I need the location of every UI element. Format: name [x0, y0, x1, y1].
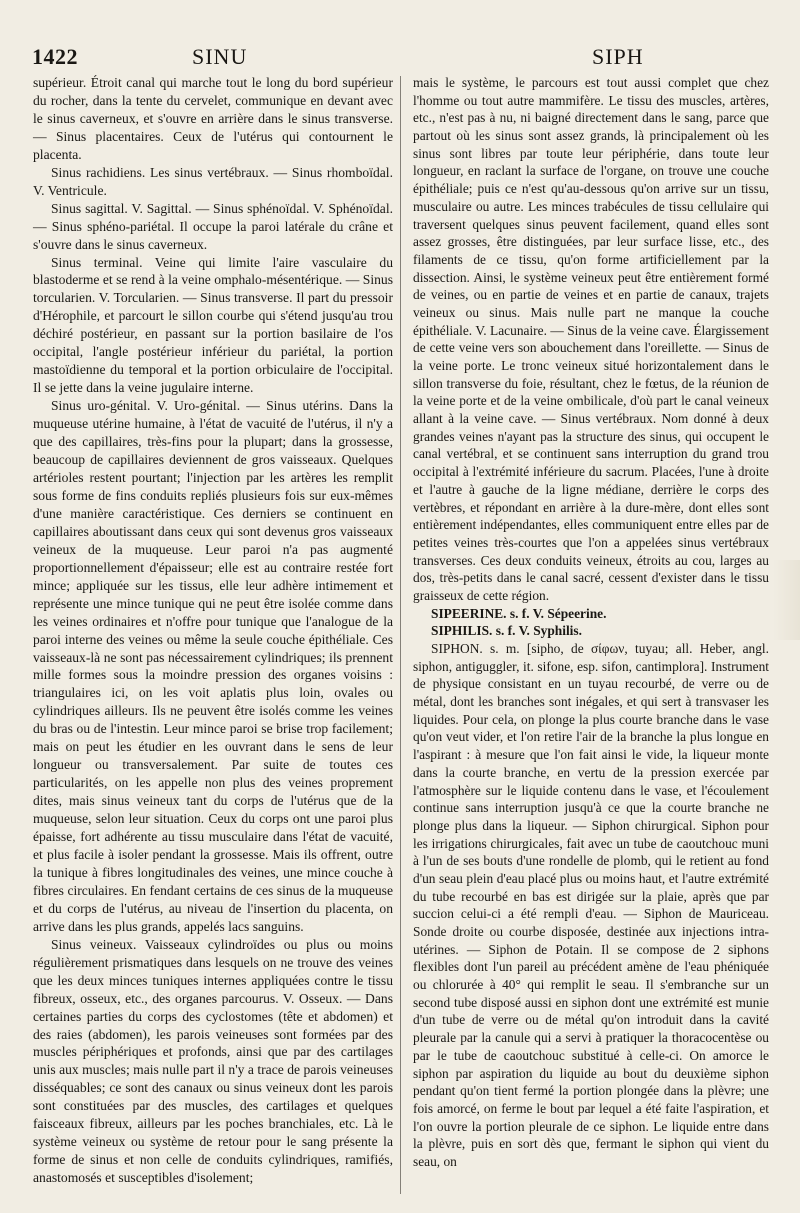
column-divider — [400, 76, 401, 1194]
running-head-right: SIPH — [592, 44, 644, 69]
right-paragraph-1: mais le système, le parcours est tout aussi complet que chez l'homme ou tout autre mammifère. Le tissu des muscles, artères, etc., n'est pas à nu, ni baigné directement dans le sang, parce que partout où les sinus sont assez grands, là principalement où les sinus sont libres par toute leur périphérie, dans toute leur longueur, en raclant la surface de l'organe, on trouve une couche épithéliale; puis ce n'est qu'au-dessous qu'on arrive sur un tissu, musculaire ou autre. Les minces trabécules de tissu cellulaire qui traversent quelques sinus peuvent facilement, quand elles sont assez grosses, être distinguées, par leur surface lisse, etc., des filaments de ce tissu, qu'on forme artificiellement par la dissection. Ainsi, le système veineux peut être entièrement formé de veines, ou en partie de veines et en partie de canaux, trajets veineux ou sinus. Mais nulle part ne manque la couche épithéliale. V. Lacunaire. — Sinus de la veine cave. Élargissement de cette veine vers son abouchement dans l'oreillette. — Sinus de la veine porte. Le tronc veineux situé horizontalement dans le sillon transverse du foie, résultant, chez le fœtus, de la réunion de la veine porte et de la veine ombilicale, d'où part le canal veineux allant à la veine cave. — Sinus vertébraux. Nom donné à deux grandes veines n'ayant pas la structure des sinus, qui occupent le canal vertébral, et se continuent sans interruption du grand trou occipital à l'extrémité inférieure du sacrum. Placées, l'une à droite et l'autre à gauche de la ligne médiane, derrière le corps des vertèbres, et répondant en arrière à la dure-mère, dont elles sont entièrement indépendantes, elles communiquent entre elles par de petites veines très-courtes que l'on a appelées sinus vertébraux transverses. Ces deux conduits veineux, étroits au cou, larges au dos, très-petits dans le canal sacré, cessent d'exister dans le tissu graisseux de cette région. — [413, 75, 769, 603]
running-head-left: SINU — [192, 44, 248, 69]
left-paragraph-6: Sinus veineux. Vaisseaux cylindroïdes ou plus ou moins régulièrement prismatiques dans lesquels on ne trouve des veines que les deux minces tuniques internes appliquées contre le tissu fibreux, osseux, etc., des organes parcourus. V. Osseux. — Dans certaines parties du corps des cyclostomes (tête et abdomen) et des raies (abdomen), les parois veineuses sont formées par des muscles périphériques et profonds, ainsi que par des cartilages unis aux muscles; mais nulle part il n'y a trace de parois veineuses disséquables; ce sont des canaux ou sinus veineux dont les parois sont constituées par des muscles, des cartilages et quelques faisceaux fibreux, ailleurs par les poches branchiales, etc. Là le système veineux ou système de retour pour le sang présente la forme de sinus et non celle de conduits cylindriques, ramifiés, anastomosés et susceptibles d'isolement; — [33, 936, 393, 1186]
right-column — [413, 74, 769, 1171]
entry-siphon: SIPHON. s. m. [sipho, de σίφων, tuyau; all. Heber, angl. siphon, antiguggler, it. sifone, esp. sifon, cantimplora]. Instrument de physique consistant en un tuyau recourbé, de verre ou de métal, dont les branches sont inégales, et qui sert à transvaser les liquides. Pour cela, on plonge la plus courte branche dans le vase qu'on veut vider, et l'on retire l'air de la branche la plus longue en l'aspirant : à mesure que l'on fait ainsi le vide, la liqueur monte dans la courte branche, en vertu de la pression exercée par l'atmosphère sur le liquide contenu dans le vase, et l'écoulement continue sans interruption jusqu'à ce que la courte branche ne plonge plus dans la liqueur. — Siphon chirurgical. Siphon pour les irrigations chirurgicales, fait avec un tube de caoutchouc muni à l'un de ses bouts d'une rondelle de plomb, qui le retient au fond d'un seau plein d'eau placé plus ou moins haut, et l'autre extrémité du tube recourbé en bas est dirigée sur la plaie, après que par succion celui-ci a été rempli d'eau. — Siphon de Mauriceau. Sonde droite ou courbe disposée, destinée aux injections intra-utérines. — Siphon de Potain. Il se compose de 2 siphons flexibles dont l'un pareil au précédent amène de l'eau phéniquée ou chlorurée à 40° qui remplit le seau. Il s'embranche sur un second tube disposé aussi en siphon dont une extrémité est munie d'un tube de verre ou de métal qu'on introduit dans la cavité pleurale par la canule qui a servi à pratiquer la thoracocentèse ou par le tube de caoutchouc substitué à celle-ci. On amorce le siphon par aspiration du liquide au bout du deuxième siphon pendant qu'on tient fermé la portion plongée dans la plèvre; une fois amorcé, on ferme le bout par lequel a été faite l'aspiration, et l'on ouvre la portion pleurale de ce siphon. Le liquide entre dans la plèvre, puis en sort dès que, fermant le siphon qui vient du seau, on — [413, 641, 769, 1169]
page-edge-shadow — [773, 560, 800, 640]
left-column — [33, 74, 393, 1187]
left-paragraph-1: supérieur. Étroit canal qui marche tout le long du bord supérieur du rocher, dans la tente du cervelet, communique en devant avec le sinus caverneux, et s'ouvre en arrière dans le sinus transverse. — Sinus placentaires. Ceux de l'utérus qui contournent le placenta. — [33, 75, 393, 162]
left-paragraph-3: Sinus sagittal. V. Sagittal. — Sinus sphénoïdal. V. Sphénoïdal. — Sinus sphéno-pariétal. Il occupe la paroi latérale du crâne et s'ouvre dans le sinus caverneux. — [33, 200, 393, 252]
left-paragraph-5: Sinus uro-génital. V. Uro-génital. — Sinus utérins. Dans la muqueuse utérine humaine, à l'état de vacuité de l'utérus, il n'y a que des capillaires, très-fins pour la plupart; dans la grossesse, beaucoup de capillaires deviennent de gros vaisseaux. Quelques artérioles restent pourtant; l'injection par les artères les remplit sous forme de fins conduits repliés plusieurs fois sur eux-mêmes d'une manière caractéristique. Ces derniers se continuent en capillaires aboutissant dans ceux qui sont devenus gros vaisseaux veineux de la muqueuse. Leur paroi n'a pas augmenté proportionnellement d'épaisseur; elle est au contraire restée fort mince; appliquée sur les tissus, elle leur adhère intimement et représente une mince tunique qui ne peut être isolée comme dans les veines ordinaires et n'offre pour tunique que l'analogue de la paroi interne des veines ou même la seule couche épithéliale. Ces vaisseaux-là ne sont pas nécessairement cylindriques; ils prennent mille formes sous la moindre pression des organes voisins : triangulaires ici, on les voit aplatis plus loin, ovales ou cylindriques ailleurs. Ils ne peuvent être isolés comme les veines du bras ou de l'intestin. Leur mince paroi se brise trop facilement; mais on peut les étudier en les ouvrant dans le sens de leur longueur ou transversalement. Par suite de toutes ces particularités, on les appelle non plus des veines proprement dites, mais sinus veineux tant du corps de l'utérus que de la muqueuse, selon leur situation. Ceux du corps ont une paroi plus épaisse, fort adhérente au tissu musculaire dans l'état de vacuité, et plus facile à isoler pendant la grossesse. Mais ils offrent, outre la tunique à fibres longitudinales des veines, une mince couche à fibres circulaires. En fendant certains de ces sinus de la muqueuse et du corps de l'utérus, au niveau de l'insertion du placenta, on arrive dans les plus grands, appelés lacs sanguins. — [33, 398, 393, 934]
left-paragraph-4: Sinus terminal. Veine qui limite l'aire vasculaire du blastoderme et se rend à la veine omphalo-mésentérique. — Sinus torcularien. V. Torcularien. — Sinus transverse. Il part du pressoir d'Hérophile, et parcourt le sillon courbe qui s'étend jusqu'au trou déchiré postérieur, en passant sur la portion basilaire de l'os occipital, l'angle postérieur inférieur du pariétal, la portion mastoïdienne du temporal et la portion orbiculaire de l'occipital. Il se jette dans la veine jugulaire interne. — [33, 254, 393, 396]
entry-siphilis: SIPHILIS. s. f. V. Syphilis. — [431, 623, 582, 639]
left-paragraph-2: Sinus rachidiens. Les sinus vertébraux. — Sinus rhomboïdal. V. Ventricule. — [33, 164, 393, 198]
entry-sipeerine: SIPEERINE. s. f. V. Sépeerine. — [431, 605, 607, 621]
page-number: 1422 — [32, 44, 78, 69]
running-header — [32, 44, 772, 72]
